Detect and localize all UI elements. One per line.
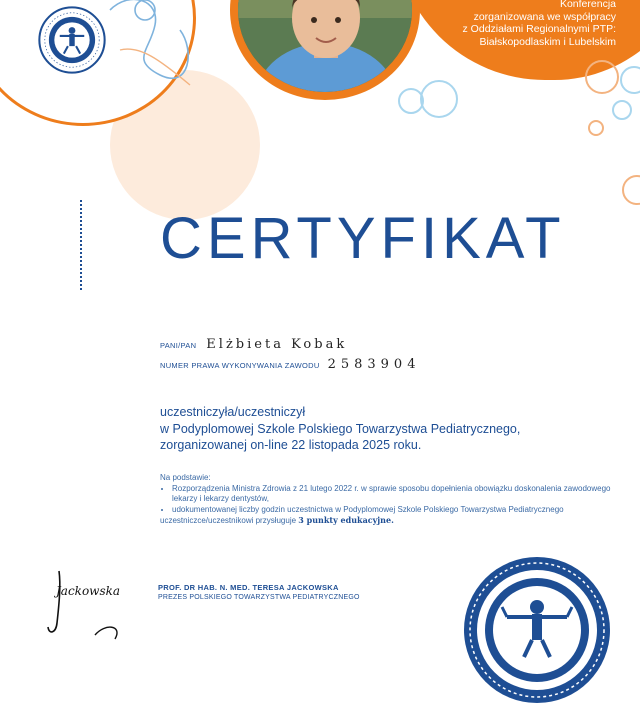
legal-intro: Na podstawie: (160, 473, 211, 482)
signatory-role: PREZES POLSKIEGO TOWARZYSTWA PEDIATRYCZNEGO (158, 594, 360, 601)
legal-closing-text: uczestniczce/uczestnikowi przysługuje (160, 516, 299, 525)
decorative-dotted-line (80, 200, 82, 290)
body-line: zorganizowanej on-line 22 listopada 2025 roku. (160, 438, 422, 452)
conference-line: Białskopodlaskim i Lubelskim (479, 35, 616, 48)
conference-line: z Oddziałami Regionalnymi PTP: (462, 23, 616, 35)
conference-info (406, 0, 616, 48)
signatory-block (158, 583, 360, 601)
legal-closing (160, 515, 620, 527)
recipient-name-row (160, 337, 347, 352)
license-row (160, 357, 420, 372)
legal-item: • Rozporządzenia Ministra Zdrowia z 21 lutego 2022 r. w sprawie sposobu dopełnienia obowiązku doskonalenia zawodowego lekarzy i lekarzy dentystów, (172, 484, 620, 505)
signature-text: Jackowska (56, 584, 121, 598)
education-points: 3 punkty edukacyjne. (298, 515, 394, 525)
signatory-name: PROF. DR HAB. N. MED. TERESA JACKOWSKA (158, 583, 339, 592)
certificate-body (160, 404, 610, 454)
line-art-figure (100, 0, 210, 100)
decorative-bubble (620, 66, 640, 94)
certificate-title: CERTYFIKAT (160, 206, 566, 271)
ptp-seal-icon (38, 6, 106, 74)
license-number: 2583904 (327, 357, 421, 372)
ptp-large-seal-icon (462, 555, 612, 705)
legal-item: • udokumentowanej liczby godzin uczestnictwa w Podyplomowej Szkole Polskiego Towarzystwa Pediatrycznego (172, 505, 620, 516)
license-label: NUMER PRAWA WYKONYWANIA ZAWODU (160, 361, 320, 370)
recipient-name: Elżbieta Kobak (206, 337, 348, 352)
decorative-bubble (588, 120, 604, 136)
decorative-bubble (612, 100, 632, 120)
body-line: w Podyplomowej Szkole Polskiego Towarzystwa Pediatrycznego, (160, 421, 521, 436)
legal-list (160, 484, 620, 516)
name-label: PANI/PAN (160, 341, 197, 350)
conference-line: Konferencja (559, 0, 616, 10)
decorative-bubble (622, 175, 640, 205)
decorative-bubble (420, 80, 458, 118)
handwritten-signature (45, 565, 145, 640)
legal-basis (160, 473, 620, 527)
body-line: uczestniczyła/uczestniczył (160, 405, 306, 419)
decorative-bubble (585, 60, 619, 94)
conference-line: zorganizowana we współpracy (473, 10, 616, 23)
